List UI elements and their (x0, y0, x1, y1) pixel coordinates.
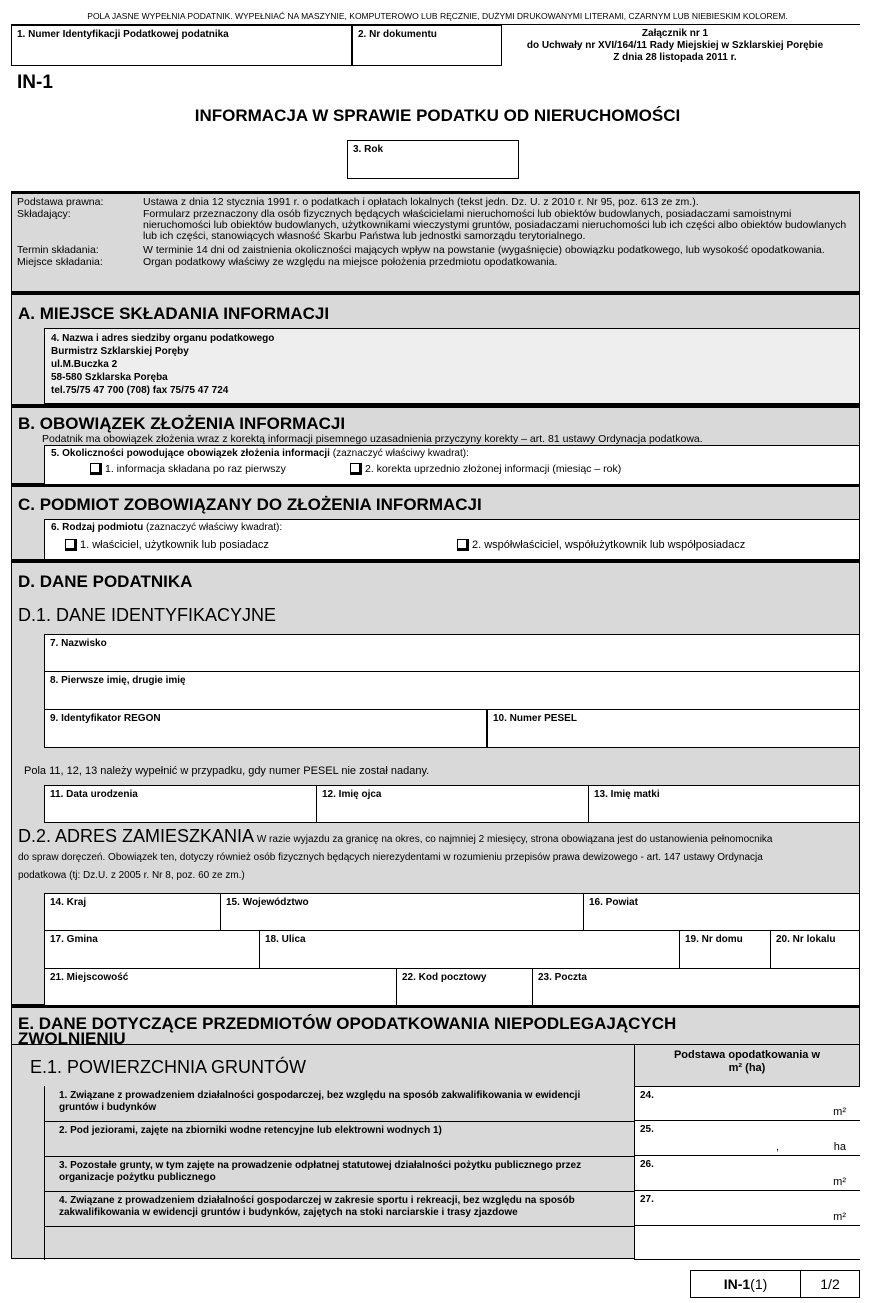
office-street: ul.M.Buczka 2 (51, 359, 118, 370)
section-b (11, 405, 860, 484)
field-27-label: 27. (640, 1194, 654, 1205)
checkbox-icon[interactable] (90, 463, 102, 475)
postal-code-field[interactable] (397, 969, 533, 1007)
field-total[interactable] (634, 1226, 860, 1260)
office-city: 58-580 Szklarska Poręba (51, 372, 168, 383)
section-d (11, 560, 860, 1005)
d2-note-1: W razie wyjazdu za granicę na okres, co najmniej 2 miesięcy, strona obowiązana jest do ustanowienia pełnomocnika (256, 834, 773, 845)
section-c-title: C. PODMIOT ZOBOWIĄZANY DO ZŁOŻENIA INFORMACJI (18, 495, 482, 514)
regon-field[interactable] (44, 710, 487, 748)
field5 (44, 445, 860, 485)
field5-hint: (zaznaczyć właściwy kwadrat): (332, 448, 469, 459)
land-row-empty (44, 1226, 635, 1260)
field5-label: 5. Okoliczności powodujące obowiązek złożenia informacji (51, 448, 330, 459)
checkbox-icon[interactable] (457, 539, 469, 551)
field-25[interactable] (634, 1121, 860, 1156)
birth-date-field[interactable] (44, 785, 317, 823)
section-d1-title: D.1. DANE IDENTYFIKACYJNE (18, 605, 277, 625)
footer-form-code (691, 1271, 801, 1297)
legal-label: Termin składania: (17, 244, 99, 256)
street-label: 18. Ulica (265, 934, 306, 945)
doc-number-label: 2. Nr dokumentu (358, 29, 437, 40)
legal-label: Miejsce składania: (17, 256, 103, 268)
option-correction[interactable] (350, 463, 621, 475)
house-number-label: 19. Nr domu (685, 934, 743, 945)
section-d2-header (18, 827, 853, 885)
office-name: Burmistrz Szklarskiej Poręby (51, 346, 189, 357)
checkbox-icon[interactable] (65, 539, 77, 551)
form-code: IN-1 (17, 72, 53, 93)
land-row (44, 1191, 635, 1226)
annex-line-2: do Uchwały nr XVI/164/11 Rady Miejskiej w Szklarskiej Porębie (526, 40, 824, 51)
first-names-field[interactable] (44, 672, 860, 710)
land-row-text: 2. Pod jeziorami, zajęte na zbiorniki wodne retencyjne lub elektrowni wodnych 1) (59, 1125, 442, 1136)
legal-label: Podstawa prawna: (17, 196, 104, 208)
country-field[interactable] (44, 893, 221, 931)
d2-note-2: do spraw doręczeń. Obowiązek ten, dotyczy również osób fizycznych będących nierezydentami w rozumieniu przepisów prawa dewizowego - art. 147 ustawy Ordynacja (18, 852, 763, 863)
legal-basis-box (11, 191, 860, 292)
field-25-label: 25. (640, 1124, 654, 1135)
postal-code-label: 22. Kod pocztowy (402, 972, 487, 983)
unit-m2: m² (833, 1176, 846, 1188)
land-row (44, 1121, 635, 1156)
street-field[interactable] (260, 931, 680, 969)
apartment-number-label: 20. Nr lokalu (776, 934, 836, 945)
d2-note-3: podatkowa (tj: Dz.U. z 2005 r. Nr 8, poz. 60 ze zm.) (18, 870, 245, 881)
footer-page: 1/2 (820, 1276, 840, 1292)
pesel-label: 10. Numer PESEL (493, 713, 577, 724)
annex-note (505, 28, 845, 64)
legal-text: Ustawa z dnia 12 stycznia 1991 r. o podatkach i opłatach lokalnych (tekst jedn. Dz. U. z 2010 r. Nr 95, poz. 613 ze zm.). (143, 196, 699, 208)
father-name-field[interactable] (317, 785, 589, 823)
father-name-label: 12. Imię ojca (322, 789, 382, 800)
section-e-title-line1: E. DANE DOTYCZĄCE PRZEDMIOTÓW OPODATKOWANIA NIEPODLEGAJĄCYCH (18, 1014, 677, 1033)
unit-ha: ha (833, 1141, 846, 1153)
option-owner-label: 1. właściciel, użytkownik lub posiadacz (80, 539, 269, 551)
decimal-comma: , (776, 1141, 780, 1153)
basis-header (634, 1044, 859, 1088)
locality-field[interactable] (44, 969, 397, 1007)
land-row-text: 1. Związane z prowadzeniem działalności gospodarczej, bez względu na sposób zakwalifikowania w ewidencji gruntów i budynków (59, 1090, 581, 1113)
section-e (11, 1005, 860, 1259)
checkbox-icon[interactable] (350, 463, 362, 475)
footer-code: IN-1 (723, 1276, 751, 1292)
birth-date-label: 11. Data urodzenia (50, 789, 138, 800)
correction-note: Podatnik ma obowiązek złożenia wraz z korektą informacji pisemnego uzasadnienia przyczyny korekty – art. 81 ustawy Ordynacja podatkowa. (42, 433, 703, 445)
field-26[interactable] (634, 1156, 860, 1191)
field-27[interactable] (634, 1191, 860, 1226)
annex-line-1: Załącznik nr 1 (641, 28, 709, 39)
section-d2-title: D.2. ADRES ZAMIESZKANIA (18, 826, 255, 846)
house-number-field[interactable] (680, 931, 771, 969)
option-first-time[interactable] (90, 463, 286, 475)
surname-label: 7. Nazwisko (50, 638, 107, 649)
post-office-label: 23. Poczta (538, 972, 587, 983)
section-d-title: D. DANE PODATNIKA (18, 572, 193, 591)
municipality-label: 17. Gmina (50, 934, 98, 945)
legal-text: W terminie 14 dni od zaistnienia okoliczności mających wpływ na powstanie (wygaśnięcie) obowiązku podatkowego, lub wysokość opodatkowania. (143, 244, 825, 256)
option-owner[interactable] (65, 539, 269, 551)
office-phone: tel.75/75 47 700 (708) fax 75/75 47 724 (51, 385, 229, 396)
annex-line-3: Z dnia 28 listopada 2011 r. (613, 52, 737, 63)
county-field[interactable] (584, 893, 860, 931)
unit-m2: m² (833, 1106, 846, 1118)
option-correction-label: 2. korekta uprzednio złożonej informacji (miesiąc – rok) (365, 463, 622, 475)
option-first-time-label: 1. informacja składana po raz pierwszy (105, 463, 286, 475)
year-label: 3. Rok (353, 144, 384, 155)
municipality-field[interactable] (44, 931, 260, 969)
basis-header-line1: Podstawa opodatkowania w (673, 1049, 821, 1061)
legal-row (17, 197, 855, 268)
land-row (44, 1086, 635, 1121)
basis-header-line2: m² (ha) (728, 1062, 766, 1074)
legal-text: Formularz przeznaczony dla osób fizycznych będących właścicielami nieruchomości lub obiektów budowlanych, posiadaczami samoistnymi nieruchomości lub obiektów budowlanych, użytkownikami wieczystymi gruntów, posiadaczami nieruchomości lub ich części albo obiektów budowlanych lub ich części, stanowiących własność Skarbu Państwa lub jednostki samorządu terytorialnego. (143, 208, 847, 242)
page-title: INFORMACJA W SPRAWIE PODATKU OD NIERUCHOMOŚCI (194, 106, 681, 125)
section-e-title-line2: ZWOLNIENIU (18, 1029, 126, 1048)
doc-number-field (352, 25, 502, 66)
field-24[interactable] (634, 1086, 860, 1121)
first-names-label: 8. Pierwsze imię, drugie imię (50, 675, 186, 686)
section-a-title: A. MIEJSCE SKŁADANIA INFORMACJI (18, 304, 330, 323)
nip-field[interactable] (11, 25, 352, 66)
field6-hint: (zaznaczyć właściwy kwadrat): (146, 522, 283, 533)
year-field[interactable] (347, 140, 519, 179)
pesel-field[interactable] (487, 710, 860, 748)
section-b-title: B. OBOWIĄZEK ZŁOŻENIA INFORMACJI (18, 414, 346, 433)
option-co-owner[interactable] (457, 539, 745, 551)
locality-label: 21. Miejscowość (50, 972, 129, 983)
apartment-number-field[interactable] (771, 931, 860, 969)
land-row-text: 4. Związane z prowadzeniem działalności gospodarczej w zakresie sportu i rekreacji, bez względu na sposób zakwalifikowania w ewidencji gruntów i budynków, zajętych na stoki narciarskie i trasy zjazdowe (59, 1195, 575, 1218)
field-26-label: 26. (640, 1159, 654, 1170)
section-c (11, 484, 860, 560)
pesel-note: Pola 11, 12, 13 należy wypełnić w przypadku, gdy numer PESEL nie został nadany. (24, 765, 430, 777)
post-office-field[interactable] (533, 969, 860, 1007)
field4-label: 4. Nazwa i adres siedziby organu podatkowego (51, 333, 275, 344)
section-e1-title: E.1. POWIERZCHNIA GRUNTÓW (30, 1057, 307, 1077)
mother-name-label: 13. Imię matki (594, 789, 660, 800)
field6 (44, 519, 860, 560)
voivodeship-label: 15. Województwo (226, 897, 309, 908)
footer-version: (1) (750, 1276, 768, 1292)
surname-field[interactable] (44, 634, 860, 672)
field-24-label: 24. (640, 1090, 654, 1101)
mother-name-field[interactable] (589, 785, 860, 823)
unit-m2: m² (833, 1211, 846, 1223)
regon-label: 9. Identyfikator REGON (50, 713, 161, 724)
land-row-text: 3. Pozostałe grunty, w tym zajęte na prowadzenie odpłatnej statutowej działalności pożytku publicznego przez organizacje pożytku publicznego (59, 1160, 582, 1183)
field6-label: 6. Rodzaj podmiotu (51, 522, 144, 533)
country-label: 14. Kraj (50, 897, 87, 908)
section-a (11, 292, 860, 405)
option-co-owner-label: 2. współwłaściciel, współużytkownik lub współposiadacz (472, 539, 746, 551)
section-e-title (18, 1016, 676, 1046)
tax-office-field (44, 328, 860, 404)
legal-text: Organ podatkowy właściwy ze względu na miejsce położenia przedmiotu opodatkowania. (143, 256, 558, 268)
voivodeship-field[interactable] (221, 893, 584, 931)
footer-box (690, 1270, 860, 1298)
legal-label: Składający: (17, 208, 71, 220)
instruction-text: POLA JASNE WYPEŁNIA PODATNIK. WYPEŁNIAĆ NA MASZYNIE, KOMPUTEROWO LUB RĘCZNIE, DUŻYMI DRUKOWANYMI LITERAMI, CZARNYM LUB NIEBIESKIM KOLOREM. (87, 11, 788, 21)
nip-label: 1. Numer Identyfikacji Podatkowej podatnika (17, 29, 229, 40)
land-row (44, 1156, 635, 1191)
county-label: 16. Powiat (589, 897, 638, 908)
